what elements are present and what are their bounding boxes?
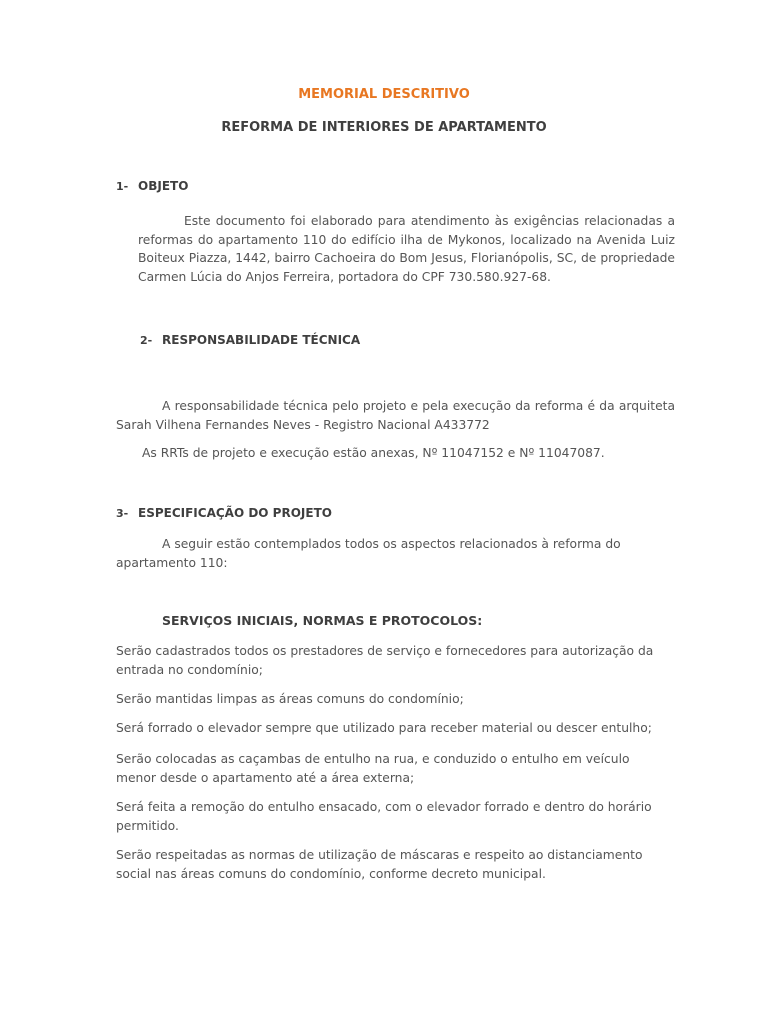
section-2-note: As RRTs de projeto e execução estão anexas, Nº 11047152 e Nº 11047087. [142, 446, 605, 460]
service-item: Será forrado o elevador sempre que utilizado para receber material ou descer entulho; [116, 721, 652, 735]
service-item: Serão mantidas limpas as áreas comuns do condomínio; [116, 692, 464, 706]
section-number: 2- [140, 334, 153, 347]
section-title: RESPONSABILIDADE TÉCNICA [162, 333, 361, 347]
section-number: 1- [116, 180, 129, 193]
service-item: Serão cadastrados todos os prestadores de serviço e fornecedores para autorização da entrada no condomínio; [116, 644, 654, 677]
section-1-heading [116, 179, 188, 193]
section-number: 3- [116, 507, 129, 520]
document-subtitle: REFORMA DE INTERIORES DE APARTAMENTO [221, 120, 547, 135]
section-3-heading [116, 506, 332, 520]
service-item: Serão colocadas as caçambas de entulho na rua, e conduzido o entulho em veículo menor desde o apartamento até a área externa; [116, 752, 630, 785]
section-3-paragraph: A seguir estão contemplados todos os aspectos relacionados à reforma do apartamento 110: [116, 537, 621, 570]
section-1-paragraph: Este documento foi elaborado para atendimento às exigências relacionadas a reformas do apartamento 110 do edifício ilha de Mykonos, localizado na Avenida Luiz Boiteux Piazza, 1442, bairro Cachoeira do Bom Jesus, Florianópolis, SC, de propriedade Carmen Lúcia do Anjos Ferreira, portadora do CPF 730.580.927-68. [138, 214, 675, 284]
section-2-paragraph: A responsabilidade técnica pelo projeto e pela execução da reforma é da arquiteta Sarah Vilhena Fernandes Neves - Registro Nacional A433772 [116, 399, 675, 432]
section-2-heading [140, 333, 360, 347]
section-title: ESPECIFICAÇÃO DO PROJETO [138, 506, 332, 520]
section-title: OBJETO [138, 179, 189, 193]
service-item: Será feita a remoção do entulho ensacado, com o elevador forrado e dentro do horário permitido. [116, 800, 652, 833]
service-item: Serão respeitadas as normas de utilização de máscaras e respeito ao distanciamento social nas áreas comuns do condomínio, conforme decreto municipal. [116, 848, 643, 881]
services-heading: SERVIÇOS INICIAIS, NORMAS E PROTOCOLOS: [162, 613, 483, 628]
document-title: MEMORIAL DESCRITIVO [298, 87, 470, 102]
